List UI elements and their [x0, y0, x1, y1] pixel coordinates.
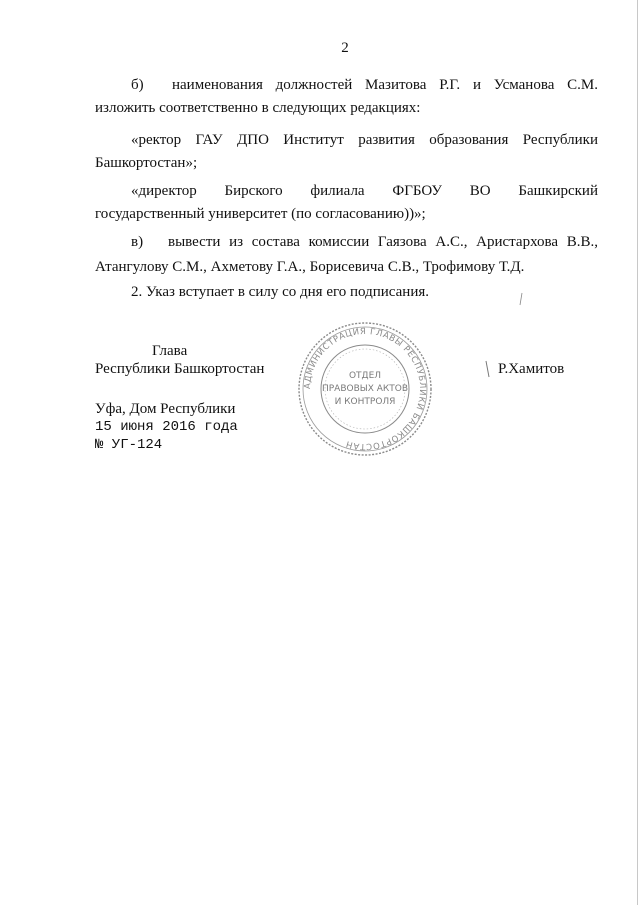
item-b-line-2: изложить соответственно в следующих редакциях:: [95, 100, 421, 116]
stamp-ring-text: АДМИНИСТРАЦИЯ ГЛАВЫ РЕСПУБЛИКИ БАШКОРТОСТАН: [302, 326, 428, 452]
decree-number: № УГ-124: [95, 437, 163, 453]
signature-stroke-icon: [484, 360, 492, 378]
item-v-marker: в): [131, 234, 144, 250]
rector-line-2: Башкортостан»;: [95, 155, 198, 171]
official-stamp: [296, 320, 434, 458]
item-b-marker: б): [131, 77, 144, 93]
item-v-line-2: Атангулову С.М., Ахметову Г.А., Борисевича С.В., Трофимову Т.Д.: [95, 259, 525, 275]
signing-date: 15 июня 2016 года: [95, 419, 238, 435]
stamp-center-line-2: ПРАВОВЫХ АКТОВ: [321, 384, 409, 394]
page-number: 2: [341, 40, 349, 56]
signing-place: Уфа, Дом Республики: [95, 401, 236, 417]
director-line-2: государственный университет (по согласованию))»;: [95, 206, 426, 222]
director-line-1: «директор Бирского филиала ФГБОУ ВО Башкирский: [131, 183, 598, 199]
stamp-center-line-3: И КОНТРОЛЯ: [334, 397, 396, 407]
rector-line-1: «ректор ГАУ ДПО Институт развития образования Республики: [131, 132, 598, 148]
scan-edge-line: [637, 0, 638, 905]
signature-title-line-2: Республики Башкортостан: [95, 361, 265, 377]
pen-tick-mark: [518, 292, 524, 306]
item-b-line-1: наименования должностей Мазитова Р.Г. и Усманова С.М.: [172, 77, 598, 93]
signatory-name: Р.Хамитов: [498, 361, 565, 377]
signature-title-line-1: Глава: [152, 343, 188, 359]
decree-effective-clause: 2. Указ вступает в силу со дня его подписания.: [131, 284, 429, 300]
stamp-center-line-1: ОТДЕЛ: [348, 371, 382, 381]
item-v-line-1: вывести из состава комиссии Гаязова А.С., Аристархова В.В.,: [168, 234, 598, 250]
